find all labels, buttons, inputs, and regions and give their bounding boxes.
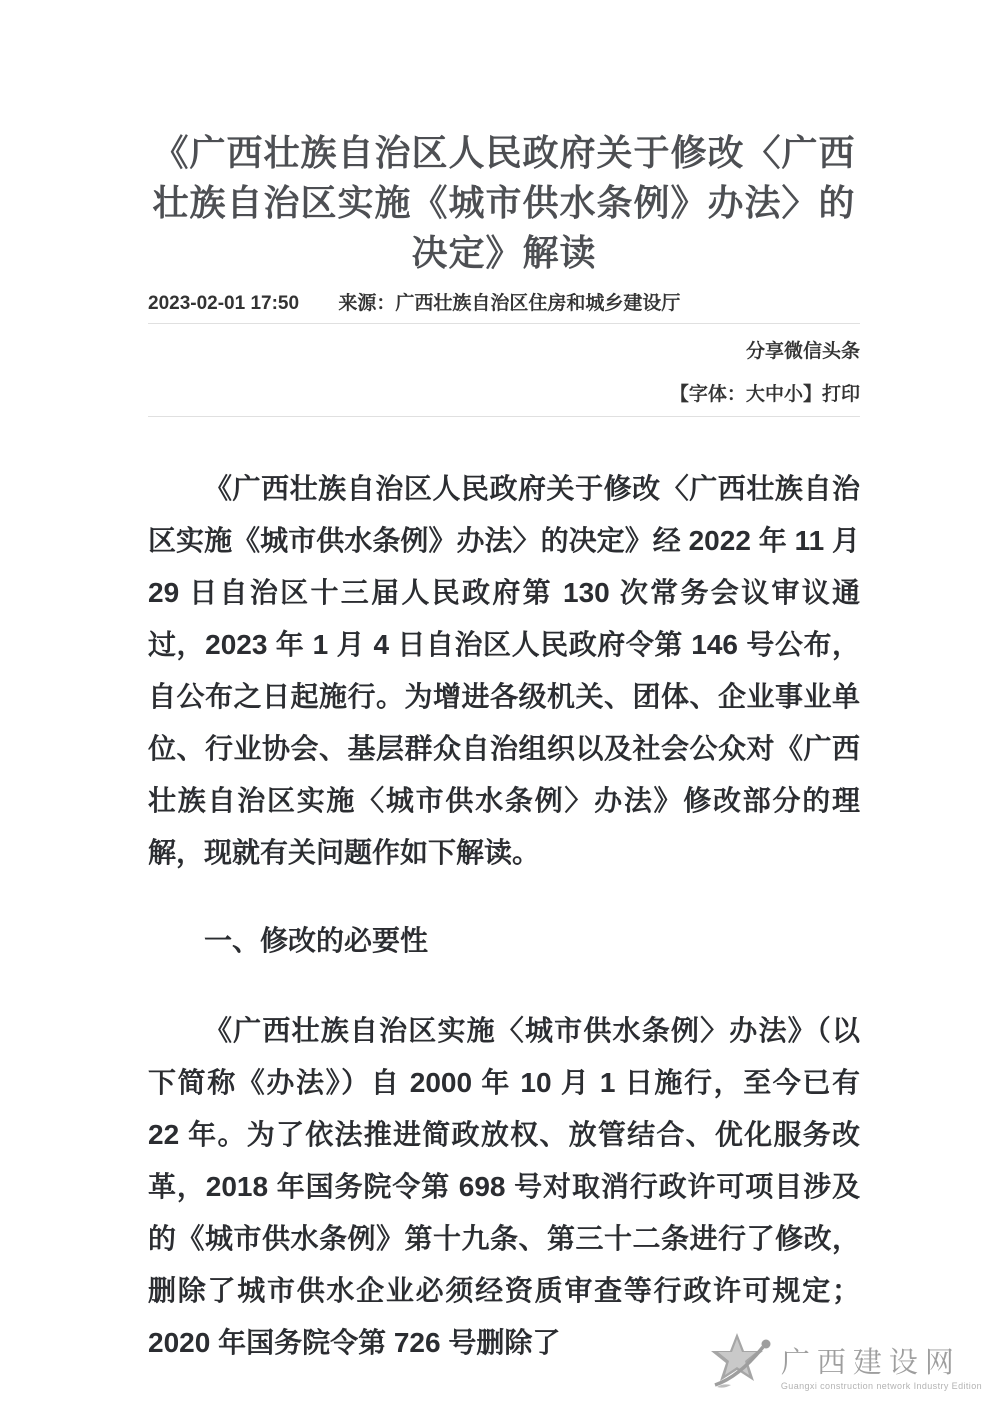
site-watermark <box>707 1331 982 1393</box>
share-button[interactable]: 分享 <box>745 341 784 362</box>
font-size-prefix: 【字体： <box>669 384 746 405</box>
watermark-site-name: 广西建设网 <box>780 1347 961 1379</box>
print-button[interactable]: 打印 <box>821 384 860 405</box>
source-name: 广西壮族自治区住房和城乡建设厅 <box>395 293 681 314</box>
watermark-text <box>781 1348 982 1393</box>
publish-date: 2023-02-01 17:50 <box>148 293 300 314</box>
page-title: 《广西壮族自治区人民政府关于修改〈广西壮族自治区实施《城市供水条例》办法〉的决定》解读 <box>152 132 856 273</box>
font-size-medium-button[interactable]: 中 <box>764 384 784 405</box>
font-size-suffix: 】 <box>802 384 822 405</box>
paragraph-intro: 《广西壮族自治区人民政府关于修改〈广西壮族自治区实施《城市供水条例》办法〉的决定》经 2022 年 11 月 29 日自治区十三届人民政府第 130 次常务会议审议通过，2023 年 1 月 4 日自治区人民政府令第 146 号公布，自公布之日起施行。为增进各级机关、团体、企业事业单位、行业协会、基层群众自治组织以及社会公众对《广西壮族自治区实施〈城市供水条例〉办法》修改部分的理解，现就有关问题作如下解读。 <box>148 473 860 868</box>
font-size-toolbar <box>148 379 860 417</box>
share-toolbar <box>148 336 860 363</box>
article-content <box>148 0 860 1369</box>
share-wechat-button[interactable]: 微信 <box>783 341 822 362</box>
watermark-tagline: Guangxi construction network Industry Edition <box>780 1381 982 1391</box>
article-body <box>148 463 860 1369</box>
font-size-large-button[interactable]: 大 <box>745 384 765 405</box>
paragraph-section-1: 《广西壮族自治区实施〈城市供水条例〉办法》（以下简称《办法》）自 2000 年 10 月 1 日施行，至今已有 22 年。为了依法推进简政放权、放管结合、优化服务改革，2018 年国务院令第 698 号对取消行政许可项目涉及的《城市供水条例》第十九条、第三十二条进行了修改，删除了城市供水企业必须经资质审查等行政许可规定；2020 年国务院令第 726 号删除了 <box>148 1015 860 1358</box>
source-label: 来源： <box>338 293 396 314</box>
section-heading: 一、修改的必要性 <box>204 925 429 956</box>
share-toutiao-button[interactable]: 头条 <box>821 341 860 362</box>
star-logo-icon <box>707 1331 775 1393</box>
font-size-small-button[interactable]: 小 <box>783 384 803 405</box>
article-meta <box>148 288 860 324</box>
